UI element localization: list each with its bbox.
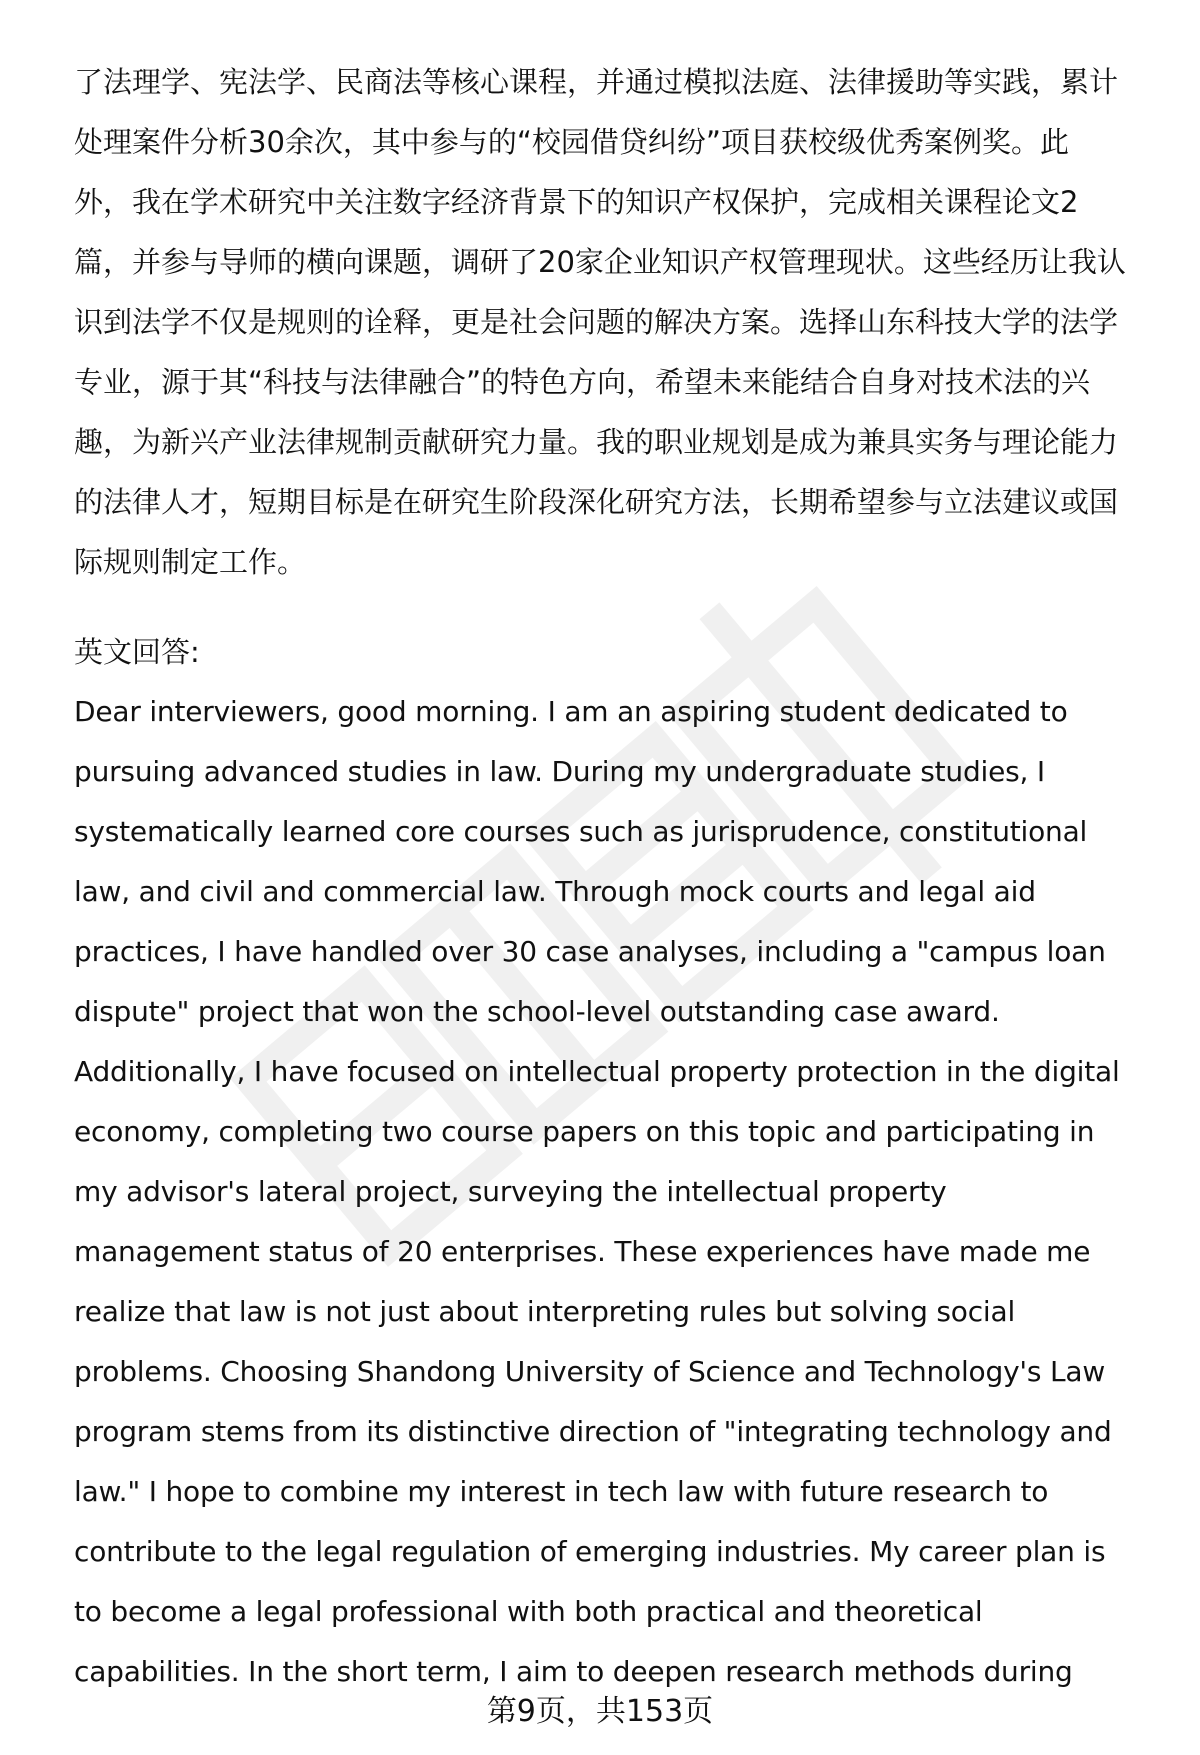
english-answer-line: program stems from its distinctive direction of "integrating technology and [74, 1415, 1112, 1448]
english-answer-line: realize that law is not just about interpreting rules but solving social [74, 1295, 1016, 1328]
english-answer-line: problems. Choosing Shandong University of Science and Technology's Law [74, 1355, 1106, 1388]
chinese-answer-line: 识到法学不仅是规则的诠释，更是社会问题的解决方案。选择山东科技大学的法学 [74, 305, 1119, 339]
chinese-answer-line: 外，我在学术研究中关注数字经济背景下的知识产权保护，完成相关课程论文2 [74, 185, 1079, 219]
english-answer-heading: 英文回答: [74, 635, 200, 669]
english-answer-line: systematically learned core courses such as jurisprudence, constitutional [74, 815, 1088, 848]
chinese-answer-line: 处理案件分析30余次，其中参与的“校园借贷纠纷”项目获校级优秀案例奖。此 [74, 125, 1069, 159]
english-answer-line: dispute" project that won the school-level outstanding case award. [74, 995, 1000, 1028]
page-number-footer: 第9页，共153页 [486, 1694, 714, 1729]
english-answer-line: to become a legal professional with both practical and theoretical [74, 1595, 983, 1628]
english-answer-line: pursuing advanced studies in law. During my undergraduate studies, I [74, 755, 1045, 788]
english-answer-line: Dear interviewers, good morning. I am an aspiring student dedicated to [74, 695, 1068, 728]
chinese-answer-line: 际规则制定工作。 [74, 545, 307, 579]
chinese-answer-line: 专业，源于其“科技与法律融合”的特色方向，希望未来能结合自身对技术法的兴 [74, 365, 1091, 399]
chinese-answer-line: 的法律人才，短期目标是在研究生阶段深化研究方法，长期希望参与立法建议或国 [74, 485, 1119, 519]
english-answer-line: economy, completing two course papers on this topic and participating in [74, 1115, 1095, 1148]
chinese-answer-line: 了法理学、宪法学、民商法等核心课程，并通过模拟法庭、法律援助等实践，累计 [74, 65, 1119, 99]
chinese-answer-section [74, 52, 1144, 592]
english-answer-line: management status of 20 enterprises. These experiences have made me [74, 1235, 1091, 1268]
english-answer-line: my advisor's lateral project, surveying the intellectual property [74, 1175, 947, 1208]
english-answer-section [74, 682, 1164, 1702]
english-answer-line: law, and civil and commercial law. Through mock courts and legal aid [74, 875, 1036, 908]
chinese-answer-line: 趣，为新兴产业法律规制贡献研究力量。我的职业规划是成为兼具实务与理论能力 [74, 425, 1119, 459]
english-answer-line: contribute to the legal regulation of emerging industries. My career plan is [74, 1535, 1106, 1568]
english-answer-line: Additionally, I have focused on intellectual property protection in the digital [74, 1055, 1120, 1088]
english-answer-line: law." I hope to combine my interest in tech law with future research to [74, 1475, 1049, 1508]
english-answer-line: capabilities. In the short term, I aim to deepen research methods during [74, 1655, 1073, 1688]
english-answer-line: practices, I have handled over 30 case analyses, including a "campus loan [74, 935, 1106, 968]
chinese-answer-line: 篇，并参与导师的横向课题，调研了20家企业知识产权管理现状。这些经历让我认 [74, 245, 1126, 279]
